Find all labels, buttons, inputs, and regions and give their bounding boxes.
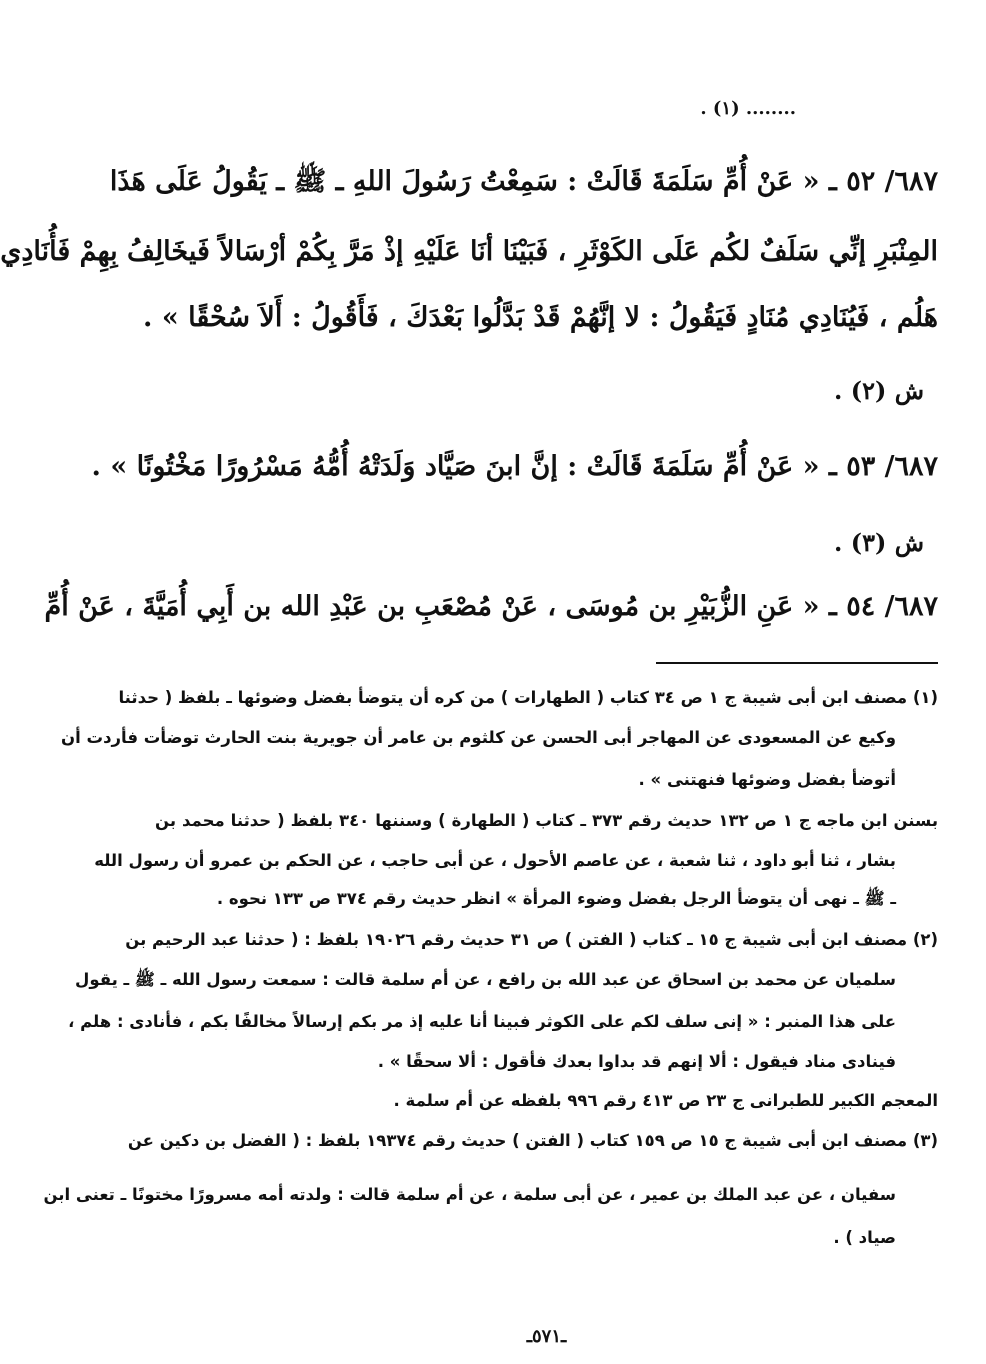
footnote-separator [656, 662, 938, 664]
hadith-52-line-2: المِنْبَرِ إنِّي سَلَفٌ لكُم عَلَى الكَوْثَرِ ، فَبَيْنَا أنَا عَلَيْهِ إذْ مَرَّ بِكُمْ أرْسَالاً فَيخَالِفُ بِهِمْ فَأُنَادِي [0, 236, 938, 267]
footnote-1b-line-2: بشار ، ثنا أبو داود ، ثنا شعبة ، عن عاصم الأحول ، عن أبى حاجب ، عن الحكم بن عمرو أن رسول الله [94, 851, 896, 870]
hadith-54-line-1: ٦٨٧/ ٥٤ ـ « عَنِ الزُّبَيْرِ بن مُوسَى ، عَنْ مُصْعَبِ بن عَبْدِ الله بن أَبِي أُمَيَّةَ ، عَنْ أُمِّ [44, 591, 938, 622]
footnote-3-line-2: سفيان ، عن عبد الملك بن عمير ، عن أبى سلمة ، عن أم سلمة قالت : ولدته أمه مسرورًا مختونًا ـ تعنى ابن [43, 1185, 896, 1204]
footnote-3-line-1: (٣) مصنف ابن أبى شيبة ج ١٥ ص ١٥٩ كتاب ( الفتن ) حديث رقم ١٩٣٧٤ بلفظ : ( الفضل بن دكين عن [127, 1131, 938, 1150]
footnote-2b: المعجم الكبير للطبرانى ج ٢٣ ص ٤١٣ رقم ٩٩٦ بلفظه عن أم سلمة . [393, 1091, 938, 1110]
hadith-53: ٦٨٧/ ٥٣ ـ « عَنْ أُمِّ سَلَمَةَ قَالَتْ : إنَّ ابنَ صَيَّاد وَلَدَتْهُ أُمُّهُ مَسْرُورًا مَخْتُونًا » . [91, 451, 938, 482]
footnote-1-line-2: وكيع عن المسعودى عن المهاجر أبى الحسن عن كلثوم بن عامر أن جويرية بنت الحارث توضأت فأردت أن [61, 728, 896, 747]
footnote-1b-line-3: ـ ﷺ ـ نهى أن يتوضأ الرجل بفضل وضوء المرأة » انظر حديث رقم ٣٧٤ ص ١٣٣ نحوه . [216, 889, 896, 908]
page-number: ـ٥٧١ـ [526, 1326, 567, 1347]
hadith-52-line-1: ٦٨٧/ ٥٢ ـ « عَنْ أُمِّ سَلَمَةَ قَالَتْ : سَمِعْتُ رَسُولَ اللهِ ـ ﷺ ـ يَقُولُ عَلَى هَذَا [109, 166, 938, 197]
source-note-3: ش (٣) . [834, 528, 924, 557]
footnote-2-line-3: على هذا المنبر : « إنى سلف لكم على الكوثر فبينا أنا عليه إذ مر بكم إرسالاً مخالفًا بكم ، فأنادى : هلم ، [68, 1012, 896, 1031]
hadith-52-line-3: هَلُم ، فَيُنَادِي مُنَادٍ فَيَقُولُ : لا إنَّهُمْ قَدْ بَدَّلُوا بَعْدَكَ ، فَأَقُولُ : أَلاَ سُحْقًا » . [143, 302, 938, 333]
footnote-1-line-1: (١) مصنف ابن أبى شيبة ج ١ ص ٣٤ كتاب ( الطهارات ) من كره أن يتوضأ بفضل وضوئها ـ بلفظ ( حدثنا [118, 688, 938, 707]
footnote-2-line-2: سلميان عن محمد بن اسحاق عن عبد الله بن رافع ، عن أم سلمة قالت : سمعت رسول الله ـ ﷺ ـ يقول [75, 970, 896, 989]
footnote-1-line-3: أتوضأ بفضل وضوئها فنهتنى » . [638, 770, 896, 789]
footnote-2-line-1: (٢) مصنف ابن أبى شيبة ج ١٥ ـ كتاب ( الفتن ) ص ٣١ حديث رقم ١٩٠٢٦ بلفظ : ( حدثنا عبد الرحيم بن [125, 930, 938, 949]
continuation-marker: ........ (١) . [700, 98, 796, 119]
footnote-3-line-3: صياد ) . [833, 1228, 896, 1247]
source-note-2: ش (٢) . [834, 376, 924, 405]
footnote-2-line-4: فينادى مناد فيقول : ألا إنهم قد بداوا بعدك فأقول : ألا سحقًا » . [377, 1052, 896, 1071]
footnote-1b-line-1: بسنن ابن ماجه ج ١ ص ١٣٢ حديث رقم ٣٧٣ ـ كتاب ( الطهارة ) وسننها ٣٤٠ بلفظ ( حدثنا محمد بن [155, 811, 939, 830]
